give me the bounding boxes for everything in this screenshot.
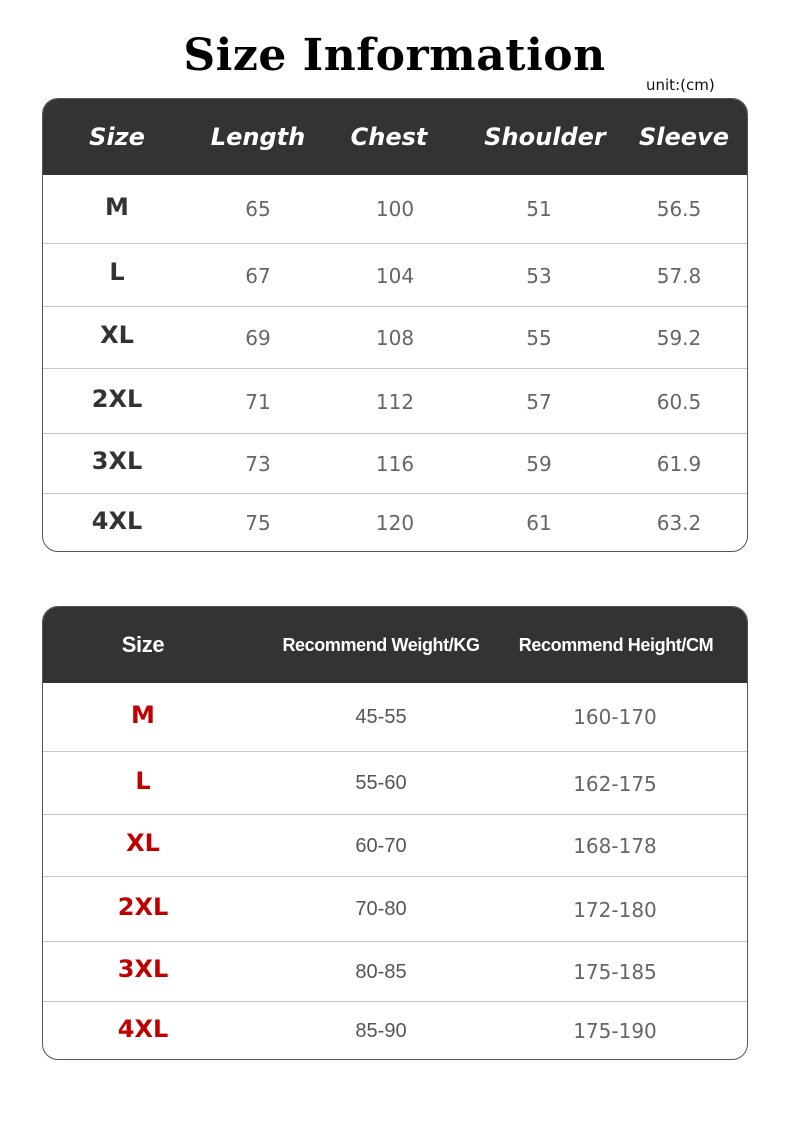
chest-cell: 100	[375, 197, 415, 221]
header-size: Size	[121, 632, 165, 657]
shoulder-cell: 57	[526, 389, 552, 414]
sleeve-cell: 56.5	[656, 197, 702, 221]
weight-cell: 45-55	[355, 705, 407, 728]
chest-cell: 120	[375, 511, 415, 535]
measurement-table	[42, 98, 748, 552]
size-cell: 4XL	[117, 1015, 169, 1043]
table-row	[43, 683, 747, 751]
table-row	[43, 175, 747, 243]
header-length: Length	[210, 123, 306, 151]
length-cell: 67	[245, 263, 271, 288]
size-cell: 3XL	[91, 447, 143, 475]
sleeve-cell: 60.5	[656, 389, 702, 414]
chest-cell: 116	[375, 452, 415, 476]
length-cell: 71	[245, 389, 271, 414]
recommend-table	[42, 606, 748, 1060]
table-row	[43, 1001, 747, 1060]
table-row	[43, 368, 747, 434]
page-title: Size Information	[183, 30, 606, 81]
length-cell: 75	[245, 511, 271, 535]
size-cell: 2XL	[91, 384, 143, 413]
shoulder-cell: 51	[526, 197, 552, 221]
height-cell: 172-180	[573, 897, 657, 922]
chest-cell: 112	[375, 389, 415, 414]
table-row	[43, 876, 747, 942]
table-row	[43, 941, 747, 1002]
shoulder-cell: 59	[526, 452, 552, 476]
size-cell: M	[105, 193, 129, 221]
header-shoulder: Shoulder	[484, 123, 606, 151]
sleeve-cell: 61.9	[656, 452, 702, 476]
sleeve-cell: 57.8	[656, 263, 702, 288]
recommend-table-header	[43, 607, 747, 683]
weight-cell: 70-80	[355, 898, 407, 920]
chest-cell: 108	[375, 326, 415, 350]
weight-cell: 55-60	[355, 772, 407, 794]
height-cell: 175-185	[573, 960, 657, 984]
unit-label: unit:(cm)	[646, 76, 715, 94]
size-cell: M	[131, 701, 155, 729]
table-row	[43, 751, 747, 815]
size-cell: XL	[126, 829, 160, 857]
header-size: Size	[89, 123, 145, 151]
shoulder-cell: 53	[526, 263, 552, 288]
height-cell: 162-175	[573, 771, 657, 796]
length-cell: 73	[245, 452, 271, 476]
size-cell: 3XL	[117, 955, 169, 983]
weight-cell: 80-85	[355, 960, 407, 983]
header-recommend-weight: Recommend Weight/KG	[282, 635, 480, 655]
sleeve-cell: 59.2	[656, 326, 702, 350]
shoulder-cell: 61	[526, 511, 552, 535]
table-row	[43, 493, 747, 552]
sleeve-cell: 63.2	[656, 511, 702, 535]
table-row	[43, 306, 747, 369]
size-cell: L	[109, 257, 125, 286]
chest-cell: 104	[375, 263, 415, 288]
weight-cell: 60-70	[355, 834, 407, 857]
size-cell: XL	[100, 321, 134, 349]
height-cell: 168-178	[573, 834, 657, 858]
shoulder-cell: 55	[526, 326, 552, 350]
table-row	[43, 243, 747, 307]
length-cell: 69	[245, 326, 271, 350]
length-cell: 65	[245, 197, 271, 221]
header-sleeve: Sleeve	[639, 123, 729, 151]
size-cell: L	[135, 766, 151, 795]
height-cell: 160-170	[573, 705, 657, 729]
header-chest: Chest	[350, 123, 428, 151]
height-cell: 175-190	[573, 1019, 657, 1043]
size-cell: 4XL	[91, 507, 143, 535]
measurement-table-header	[43, 99, 747, 175]
header-recommend-height: Recommend Height/CM	[518, 635, 714, 655]
size-cell: 2XL	[117, 892, 169, 921]
table-row	[43, 433, 747, 494]
table-row	[43, 814, 747, 877]
weight-cell: 85-90	[355, 1019, 407, 1042]
